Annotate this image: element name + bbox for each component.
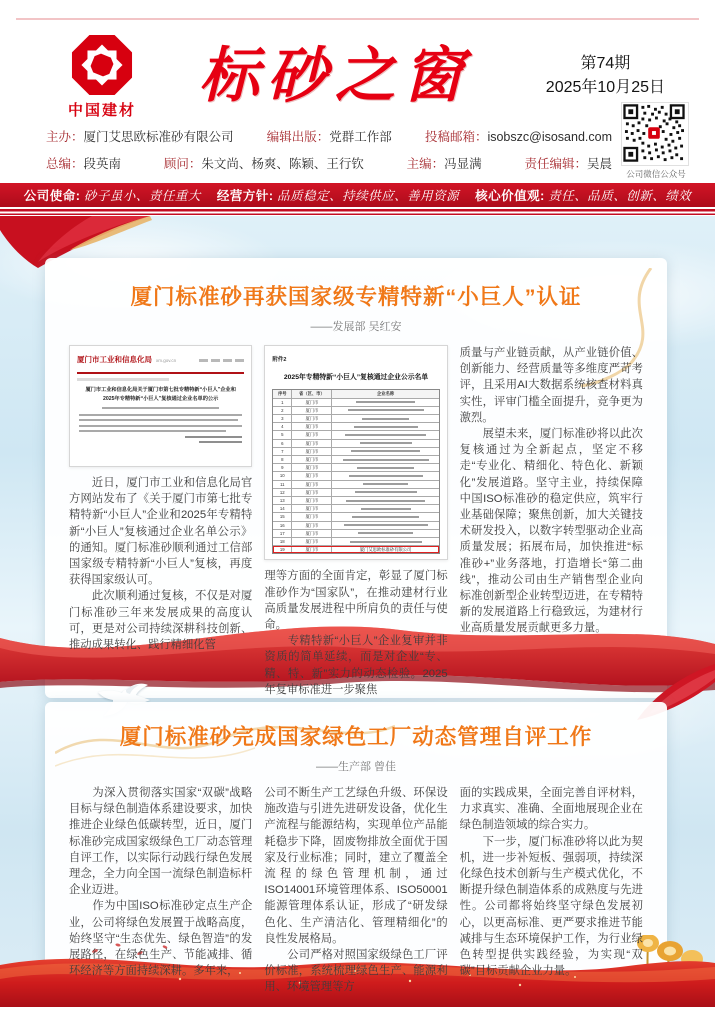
table-row: 8 厦门市 bbox=[273, 456, 438, 464]
table-header-cell: 序号 bbox=[273, 390, 292, 397]
attachment-table-body bbox=[273, 399, 438, 554]
body-paragraph: 下一步，厦门标准砂将以此为契机，进一步补短板、强弱项，持续深化绿色技术创新与生产模式优化，不断提升绿色制造体系的成熟度与先进性。公司都将始终坚守绿色发展初心，以更高标准、更严要求推进节能减排与生态环境保护工作，为行业绿色转型提供实践经验，为实现“双碳”目标贡献企业力量。 bbox=[459, 835, 643, 978]
table-row: 2 厦门市 bbox=[273, 407, 438, 415]
body-paragraph: 专精特新“小巨人”企业复审并非资质的简单延续，而是对企业“专、精、特、新”实力的动态检验。2025年复审标准进一步聚焦 bbox=[264, 635, 448, 696]
cnbm-logo bbox=[62, 34, 142, 120]
article2-column-3 bbox=[460, 785, 643, 996]
article2-col1-text bbox=[69, 785, 252, 979]
table-row: 14 厦门市 bbox=[273, 505, 438, 513]
body-paragraph: 此次顺利通过复核，不仅是对厦门标准砂三年来发展成果的高度认可，更是对公司持续深耕科技创新、推动成果转化、践行精细化管 bbox=[69, 590, 253, 652]
gov-breadcrumb-placeholder bbox=[77, 378, 169, 381]
body-paragraph: 面的实践成果，全面完善自评材料，力求真实、准确、全面地展现企业在绿色制造领域的综合实力。 bbox=[459, 787, 643, 832]
article2-title: 厦门标准砂完成国家绿色工厂动态管理自评工作 bbox=[119, 725, 593, 749]
header bbox=[0, 0, 715, 183]
qr-caption: 公司微信公众号 bbox=[626, 169, 686, 179]
article1-column-1 bbox=[69, 345, 252, 698]
attachment-label: 附件2 bbox=[272, 357, 287, 363]
text-placeholder-line bbox=[79, 425, 242, 427]
table-header-cell: 企业名称 bbox=[376, 391, 395, 397]
table-row: 13 厦门市 bbox=[273, 497, 438, 505]
newsletter-title: 标砂之窗 bbox=[199, 41, 471, 111]
signature-placeholder-line bbox=[199, 441, 243, 443]
gov-site-title: 厦门市工业和信息化局 bbox=[77, 355, 152, 364]
table-row: 15 厦门市 bbox=[273, 513, 438, 521]
article1-col2-text bbox=[264, 568, 447, 698]
article2-column-1 bbox=[69, 785, 252, 996]
issue-date: 2025年10月25日 bbox=[545, 79, 665, 96]
body-paragraph: 理等方面的全面肯定，彰显了厦门标准砂作为“国家队”，在推动建材行业高质量发展进程中所肩负的责任与使命。 bbox=[264, 570, 448, 632]
body-paragraph: 展望未来，厦门标准砂将以此次复核通过为全新起点，坚定不移走“专业化、精细化、特色化、新颖化”发展道路。坚守主业，持续保障中国ISO标准砂的稳定供应，筑牢行业基础保障；聚焦创新，加大关键技术研发投入，以数字转型驱动企业高质量发展；拓展布局，加快推进“标准砂+”业务落地，打造增长“第二曲线”，推动公司由生产销售型企业向标准创新型企业转型迈进，在专精特新的发展道路上行稳致远，为建材行业高质量发展贡献更多力量。 bbox=[459, 428, 643, 635]
table-row: 5 厦门市 bbox=[273, 431, 438, 439]
issue-number: 第74期 bbox=[580, 55, 631, 72]
table-row: 12 厦门市 bbox=[273, 489, 438, 497]
body-paragraph: 公司不断生产工艺绿色升级、环保设施改造与引进先进研发设备，优化生产流程与能源结构，实现单位产品能耗稳步下降，固废物排放全面优于国家及行业标准；同时，建立了覆盖全流程的绿色管理机制，通过ISO14001环境管理体系、ISO50001能源管理体系认证，形成了“研发绿色化、生产清洁化、管理精细化”的良性发展格局。 bbox=[264, 787, 448, 945]
article1-columns bbox=[45, 345, 667, 698]
table-row: 11 厦门市 bbox=[273, 481, 438, 489]
masthead-item-publisher: 编辑出版：党群工作部 bbox=[266, 130, 392, 144]
table-row: 4 厦门市 bbox=[273, 423, 438, 431]
article2-columns bbox=[45, 785, 667, 996]
table-row: 10 厦门市 bbox=[273, 472, 438, 480]
issue-block bbox=[546, 52, 665, 100]
gov-site-header bbox=[77, 352, 244, 374]
masthead-row-1 bbox=[46, 127, 612, 145]
article2-col2-text bbox=[264, 785, 447, 996]
table-row: 17 厦门市 bbox=[273, 530, 438, 538]
masthead-item-advisors: 顾问：朱文尚、杨爽、陈颖、王行钦 bbox=[163, 157, 364, 171]
masthead-item-host: 主办：厦门艾思欧标准砂有限公司 bbox=[46, 130, 234, 144]
signature-placeholder-line bbox=[185, 436, 242, 438]
article-card-1 bbox=[45, 258, 667, 698]
article1-column-2 bbox=[264, 345, 447, 698]
article1-byline: ——发展部 吴红安 bbox=[310, 321, 402, 333]
wechat-qr-code bbox=[621, 102, 689, 166]
table-row: 9 厦门市 bbox=[273, 464, 438, 472]
body-paragraph: 为深入贯彻落实国家“双碳”战略目标与绿色制造体系建设要求，加快推进企业绿色低碳转型，近日，厦门标准砂完成国家级绿色工厂动态管理自评工作，以实际行动践行绿色发展理念，全力向全国一流绿色制造标杆企业迈进。 bbox=[69, 787, 253, 897]
table-row: 7 厦门市 bbox=[273, 448, 438, 456]
brand-name: 中国建材 bbox=[67, 102, 136, 119]
article-card-2 bbox=[45, 702, 667, 1007]
article2-col3-text bbox=[460, 785, 643, 979]
double-red-divider bbox=[0, 207, 715, 216]
table-row: 16 厦门市 bbox=[273, 522, 438, 530]
text-placeholder-line bbox=[79, 430, 226, 432]
article1-col1-text bbox=[69, 475, 252, 653]
attachment-table bbox=[272, 389, 439, 554]
values-banner bbox=[0, 183, 715, 207]
gov-nav-placeholder bbox=[199, 359, 244, 362]
masthead bbox=[46, 127, 612, 181]
attachment-table-title: 2025年专精特新“小巨人”复核通过企业公示名单 bbox=[283, 374, 429, 382]
article1-title: 厦门标准砂再获国家级专精特新“小巨人”认证 bbox=[130, 285, 582, 309]
table-row: 19 厦门市 厦门艾思欧标准砂有限公司 bbox=[273, 546, 438, 553]
gov-doc-title: 厦门市工业和信息化局关于厦门市第七批专精特新“小巨人”企业和2025年专精特新“小巨人”复核通过企业名单的公示 bbox=[85, 387, 236, 402]
masthead-item-duty-editor: 责任编辑：吴晨 bbox=[524, 157, 612, 171]
text-placeholder-line bbox=[79, 419, 238, 421]
banner-item-policy: 经营方针: 品质稳定、持续供应、善用资源 bbox=[216, 188, 460, 203]
text-placeholder-line bbox=[102, 407, 219, 409]
article2-column-2 bbox=[264, 785, 447, 996]
attachment-table-header bbox=[273, 390, 438, 398]
attachment-table-figure bbox=[264, 345, 447, 560]
banner-item-mission: 公司使命: 砂子虽小、责任重大 bbox=[23, 188, 201, 203]
article2-byline: ——生产部 曾佳 bbox=[315, 761, 397, 773]
body-paragraph: 质量与产业链贡献，从产业链价值、创新能力、经营质量等多维度严苛考评，且采用AI大数据系统核查材料真实性，评审门槛全面提升，竞争更为激烈。 bbox=[459, 347, 643, 424]
content-scene bbox=[0, 216, 715, 1007]
masthead-row-2 bbox=[46, 154, 612, 172]
masthead-item-chief-editor: 总编：段英南 bbox=[46, 157, 122, 171]
article1-col3-text bbox=[460, 345, 643, 637]
banner-item-values: 核心价值观: 责任、品质、创新、绩效 bbox=[475, 188, 692, 203]
table-row: 6 厦门市 bbox=[273, 440, 438, 448]
table-header-cell: 省（区、市） bbox=[292, 390, 332, 397]
body-paragraph: 公司严格对照国家级绿色工厂评价标准，系统梳理绿色生产、能源利用、环境管理等方 bbox=[264, 949, 448, 994]
text-placeholder-line bbox=[79, 414, 242, 416]
table-row: 1 厦门市 bbox=[273, 399, 438, 407]
gov-site-domain: xm.gov.cn bbox=[156, 358, 177, 363]
article1-column-3 bbox=[460, 345, 643, 698]
table-row: 3 厦门市 bbox=[273, 415, 438, 423]
masthead-item-email: 投稿邮箱：isobszc@isosand.com bbox=[424, 130, 612, 144]
table-row: 18 厦门市 bbox=[273, 538, 438, 546]
gov-website-screenshot bbox=[69, 345, 252, 467]
cnbm-octagon-star-icon bbox=[71, 34, 133, 96]
body-paragraph: 近日，厦门市工业和信息化局官方网站发布了《关于厦门市第七批专精特新“小巨人”企业和2025年专精特新“小巨人”复核通过企业名单公示》的通知。厦门标准砂顺利通过工信部国家级专精特新“小巨人”复核，再度获得国家级认可。 bbox=[69, 477, 253, 587]
masthead-item-editor: 主编：冯显满 bbox=[406, 157, 482, 171]
qr-pattern-icon bbox=[622, 103, 686, 163]
body-paragraph: 作为中国ISO标准砂定点生产企业，公司将绿色发展置于战略高度，始终坚守“生态优先、绿色智造”的发展路径，在绿色生产、节能减排、循环经济等方面持续深耕。多年来， bbox=[69, 900, 253, 978]
top-decorative-rule bbox=[16, 18, 699, 20]
